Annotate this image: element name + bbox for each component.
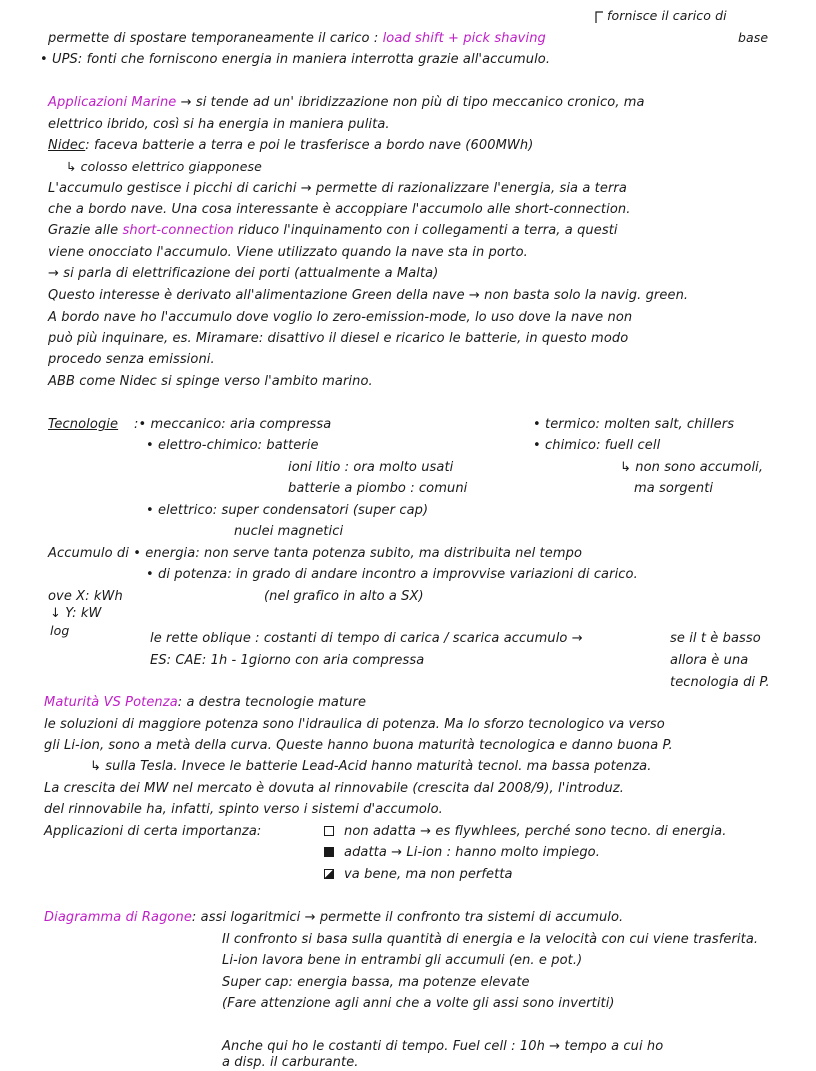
- legend-1: non adatta → es flywhlees, perché sono tecno. di energia.: [344, 824, 727, 839]
- maturita-m7: Applicazioni di certa importanza:: [44, 824, 262, 839]
- accumulo-a2: • di potenza: in grado di andare incontro a improvvise variazioni di carico.: [146, 567, 638, 582]
- margin-bracket: [594, 10, 604, 24]
- marine-l1: → si tende ad un' ibridizzazione non più di tipo meccanico cronico, ma: [180, 95, 645, 110]
- marine-title: Applicazioni Marine: [48, 95, 177, 110]
- short-connection-text: short-connection: [122, 223, 234, 238]
- marine-l5: L'accumulo gestisce i picchi di carichi → permette di razionalizzare l'energia, sia a terra: [48, 181, 627, 196]
- tech-c1-2: • elettro-chimico: batterie: [146, 438, 319, 453]
- accumulo-a7: ES: CAE: 1h - 1giorno con aria compressa: [150, 653, 425, 668]
- ragone-title: Diagramma di Ragone: [44, 910, 192, 925]
- line-ups: • UPS: fonti che forniscono energia in maniera interrotta grazie all'accumulo.: [40, 52, 551, 67]
- accumulo-a4: ↓ Y: kW: [50, 606, 102, 621]
- maturita-m5: La crescita dei MW nel mercato è dovuta al rinnovabile (crescita dal 2008/9), l'introduz.: [44, 781, 624, 796]
- tech-title: Tecnologie: [48, 417, 119, 432]
- tech-c1-6: nuclei magnetici: [234, 524, 344, 539]
- legend-row-not-suitable: [324, 824, 726, 840]
- marine-l14: ABB come Nidec si spinge verso l'ambito marino.: [48, 374, 373, 389]
- maturita-title: Maturità VS Potenza: [44, 695, 178, 710]
- maturita-m4: ↳ sulla Tesla. Invece le batterie Lead-Acid hanno maturità tecnol. ma bassa potenza.: [90, 759, 652, 774]
- tech-c2-1: • termico: molten salt, chillers: [533, 417, 735, 432]
- accumulo-a7b: allora è una: [670, 653, 749, 668]
- tech-c1-4: batterie a piombo : comuni: [288, 481, 468, 496]
- ragone-r5: (Fare attenzione agli anni che a volte gli assi sono invertiti): [222, 996, 615, 1011]
- accumulo-a6b: se il t è basso: [670, 631, 761, 646]
- marine-l10: Questo interesse è derivato all'alimentazione Green della nave → non basta solo la navig. green.: [48, 288, 689, 303]
- accumulo-a3b: (nel grafico in alto a SX): [264, 589, 424, 604]
- margin-note-1: fornisce il carico di: [607, 8, 727, 23]
- maturita-title-line: [44, 695, 366, 711]
- marine-l6: che a bordo nave. Una cosa interessante è accoppiare l'accumolo alle short-connection.: [48, 202, 631, 217]
- marine-l8: viene onocciato l'accumulo. Viene utilizzato quando la nave sta in porto.: [48, 245, 528, 260]
- marine-line-1: [48, 95, 645, 111]
- margin-note-2: base: [738, 30, 769, 45]
- maturita-m3: gli Li-ion, sono a metà della curva. Queste hanno buona maturità tecnologica e danno buona P.: [44, 738, 673, 753]
- accumulo-a1: Accumulo di • energia: non serve tanta potenza subito, ma distribuita nel tempo: [48, 546, 582, 561]
- line-permette: [48, 31, 546, 47]
- tech-c1-1: :• meccanico: aria compressa: [134, 417, 332, 432]
- ragone-r6: Anche qui ho le costanti di tempo. Fuel cell : 10h → tempo a cui ho: [222, 1039, 664, 1054]
- marine-l12: può più inquinare, es. Miramare: disattivo il diesel e ricarico le batterie, in questo modo: [48, 331, 629, 346]
- load-shift-text: load shift + pick shaving: [382, 31, 546, 46]
- accumulo-a8: tecnologia di P.: [670, 675, 770, 690]
- maturita-m6: del rinnovabile ha, infatti, spinto verso i sistemi d'accumolo.: [44, 802, 443, 817]
- legend-3: va bene, ma non perfetta: [344, 867, 513, 882]
- filled-square-icon: [324, 847, 334, 857]
- half-square-icon: [324, 869, 334, 879]
- marine-l13: procedo senza emissioni.: [48, 352, 215, 367]
- marine-l9: → si parla di elettrificazione dei porti (attualmente a Malta): [48, 266, 439, 281]
- line1-text: permette di spostare temporaneamente il carico :: [48, 31, 379, 46]
- tech-c1-5: • elettrico: super condensatori (super cap): [146, 503, 429, 518]
- maturita-m2: le soluzioni di maggiore potenza sono l'idraulica di potenza. Ma lo sforzo tecnologico va verso: [44, 717, 665, 732]
- tech-c2-3: ↳ non sono accumoli,: [620, 460, 764, 475]
- accumulo-a5: log: [50, 623, 70, 638]
- ragone-r1: : assi logaritmici → permette il confronto tra sistemi di accumulo.: [191, 910, 624, 925]
- tech-c1-3: ioni litio : ora molto usati: [288, 460, 454, 475]
- marine-l11: A bordo nave ho l'accumulo dove voglio lo zero-emission-mode, lo uso dove la nave non: [48, 310, 633, 325]
- ragone-title-line: [44, 910, 623, 926]
- ragone-r2: Il confronto si basa sulla quantità di energia e la velocità con cui viene trasferita.: [222, 932, 759, 947]
- marine-nidec-line: [48, 138, 533, 154]
- marine-l3: : faceva batterie a terra e poi le trasferisce a bordo nave (600MWh): [85, 138, 534, 153]
- accumulo-a6: le rette oblique : costanti di tempo di carica / scarica accumulo →: [150, 631, 583, 646]
- legend-2: adatta → Li-ion : hanno molto impiego.: [344, 845, 600, 860]
- legend-row-suitable: [324, 845, 600, 861]
- marine-l7: [48, 223, 618, 239]
- ragone-r3: Li-ion lavora bene in entrambi gli accumuli (en. e pot.): [222, 953, 583, 968]
- accumulo-a3: ove X: kWh: [48, 589, 123, 604]
- tech-c2-2: • chimico: fuell cell: [533, 438, 661, 453]
- legend-row-ok: [324, 867, 513, 883]
- maturita-m1: : a destra tecnologie mature: [177, 695, 367, 710]
- nidec-label: Nidec: [48, 138, 86, 153]
- ragone-r4: Super cap: energia bassa, ma potenze elevate: [222, 975, 530, 990]
- marine-l4: ↳ colosso elettrico giapponese: [66, 159, 262, 174]
- marine-l2: elettrico ibrido, così si ha energia in maniera pulita.: [48, 117, 390, 132]
- empty-square-icon: [324, 826, 334, 836]
- ragone-r7: a disp. il carburante.: [222, 1055, 359, 1070]
- tech-c2-4: ma sorgenti: [634, 481, 714, 496]
- marine-l7a: Grazie alle: [48, 223, 119, 238]
- marine-l7b: riduco l'inquinamento con i collegamenti a terra, a questi: [238, 223, 618, 238]
